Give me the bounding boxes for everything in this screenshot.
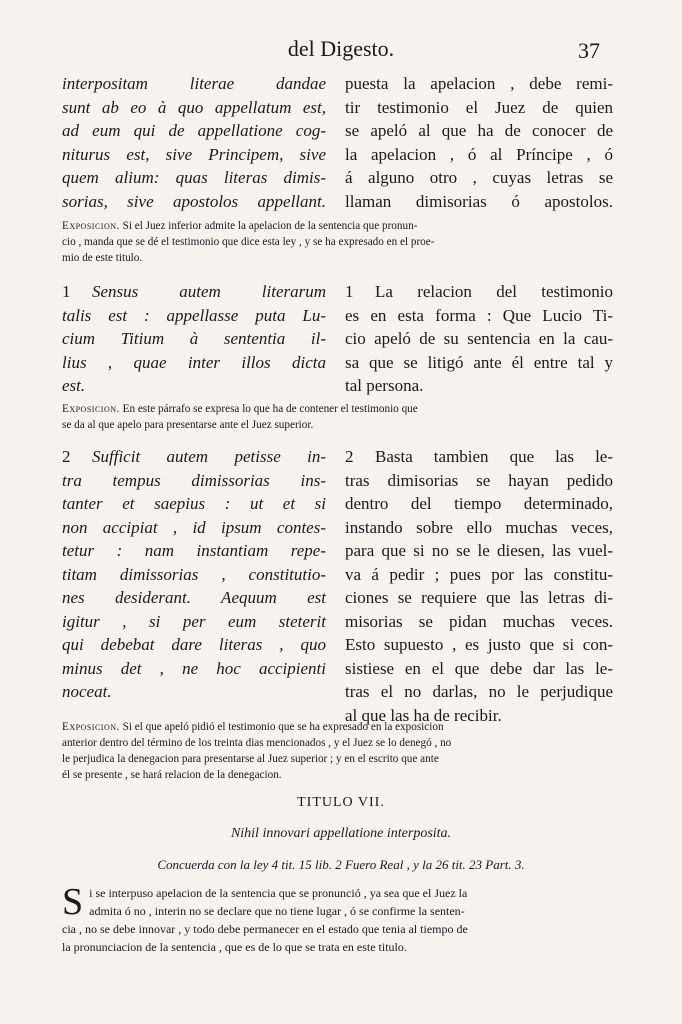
spanish-line: sa que se litigó ante él entre tal y [345, 352, 613, 372]
spanish-line: llaman dimisorias ó apostolos. [345, 191, 613, 211]
latin-line: niturus est, sive Principem, sive [62, 144, 326, 164]
section-heading: TITULO VII. [297, 795, 385, 810]
latin-line: titam dimissorias , constitutio- [62, 564, 326, 584]
exposicion-note-3 [62, 719, 613, 783]
latin-line: tra tempus dimissorias ins- [62, 470, 326, 490]
spanish-line: va á pedir ; pues por las constitu- [345, 564, 613, 584]
spanish-line: al que las ha de recibir. [345, 705, 502, 725]
spanish-line: 1 La relacion del testimonio [345, 280, 613, 304]
latin-line: interpositam literae dandae [62, 74, 326, 93]
latin-column [62, 280, 326, 398]
spanish-line: ciones se requiere que las letras di- [345, 588, 613, 607]
latin-line: noceat. [62, 682, 112, 701]
parallel-text-block-2 [62, 280, 613, 398]
paragraph-line: cia , no se debe innovar , y todo debe permanecer en el estado que tenia al tiempo de [62, 922, 468, 936]
paragraph-line: admita ó no , interin no se declare que no tiene lugar , ó se confirme la senten- [89, 904, 465, 918]
exposicion-text: mio de este titulo. [62, 252, 143, 264]
latin-line: tanter et saepius : ut et si [62, 494, 326, 513]
latin-line: qui debebat dare literas , quo [62, 635, 326, 654]
spanish-line: 2 Basta tambien que las le- [345, 445, 613, 469]
spanish-line: sistiese en el que debe dar las le- [345, 658, 613, 678]
spanish-line: tir testimonio el Juez de quien [345, 97, 613, 117]
spanish-line: la apelacion , ó al Príncipe , ó [345, 144, 613, 164]
spanish-line: es en esta forma : Que Lucio Ti- [345, 305, 613, 325]
paragraph-number: 2 [345, 447, 354, 466]
latin-line: nes desiderant. Aequum est [62, 588, 326, 607]
spanish-column [345, 280, 613, 398]
spanish-line: puesta la apelacion , debe remi- [345, 74, 613, 93]
spanish-line: Esto supuesto , es justo que si con- [345, 635, 613, 654]
spanish-line: á alguno otro , cuyas letras se [345, 168, 613, 187]
latin-column [62, 72, 326, 213]
exposicion-text: En este párrafo se expresa lo que ha de contener el testimonio que [119, 403, 418, 415]
parallel-text-block-1 [62, 72, 613, 213]
latin-line: quem alium: quas literas dimis- [62, 168, 326, 187]
paragraph-line: la pronunciacion de la sentencia , que es de lo que se trata en este titulo. [62, 940, 407, 954]
spanish-line: para que si no se le diesen, las vuel- [345, 541, 613, 560]
spanish-line: instando sobre ello muchas veces, [345, 517, 613, 537]
section-subtitle: Nihil innovari appellatione interposita. [230, 826, 452, 841]
exposicion-label: Exposicion. [62, 721, 120, 733]
paragraph-number: 1 [62, 282, 71, 301]
drop-cap: S [62, 881, 84, 923]
exposicion-text: le perjudica la denegacion para presentarse al Juez superior ; y en el escrito que ante [62, 753, 439, 765]
exposicion-text: Si el Juez inferior admite la apelacion de la sentencia que pronun- [119, 220, 418, 232]
spanish-line: se apeló al que ha de conocer de [345, 121, 613, 140]
exposicion-text: Si el que apeló pidió el testimonio que se ha expresado en la exposicion [119, 721, 444, 733]
final-paragraph [62, 881, 613, 956]
exposicion-text: anterior dentro del término de los treinta dias mencionados , y el Juez se lo denegó , no [62, 737, 452, 749]
page-number: 37 [578, 38, 600, 63]
latin-line: est. [62, 376, 86, 395]
spanish-line: dentro del tiempo determinado, [345, 494, 613, 513]
latin-line: talis est : appellasse puta Lu- [62, 305, 326, 325]
latin-line: 2 Sufficit autem petisse in- [62, 445, 326, 469]
spanish-line: cio apeló de su sentencia en la cau- [345, 329, 613, 348]
exposicion-text: cio , manda que se dé el testimonio que dice esta ley , y se ha expresado en el proe- [62, 236, 435, 248]
paragraph-number: 2 [62, 447, 71, 466]
latin-column [62, 445, 326, 727]
exposicion-label: Exposicion. [62, 220, 120, 232]
spanish-column [345, 445, 613, 727]
parallel-text-block-3 [62, 445, 613, 727]
spanish-line: misorias se pidan muchas veces. [345, 611, 613, 631]
paragraph-line: i se interpuso apelacion de la sentencia que se pronunció , ya sea que el Juez la [89, 886, 468, 900]
latin-line: non accipiat , id ipsum contes- [62, 517, 326, 537]
latin-line: cium Titium à sententia il- [62, 329, 326, 348]
running-header-title: del Digesto. [287, 36, 395, 61]
exposicion-note-2 [62, 401, 613, 433]
exposicion-label: Exposicion. [62, 403, 120, 415]
spanish-line: tras dimisorias se hayan pedido [345, 470, 613, 490]
concordance-note: Concuerda con la ley 4 tit. 15 lib. 2 Fuero Real , y la 26 tit. 23 Part. 3. [157, 857, 525, 872]
latin-line: 1 Sensus autem literarum [62, 280, 326, 304]
latin-line: minus det , ne hoc accipienti [62, 658, 326, 678]
paragraph-number: 1 [345, 282, 354, 301]
latin-line: sorias, sive apostolos appellant. [62, 191, 326, 211]
latin-line: lius , quae inter illos dicta [62, 352, 326, 372]
spanish-line: tal persona. [345, 376, 424, 395]
latin-line: igitur , si per eum steterit [62, 611, 326, 631]
spanish-line: tras el no darlas, no le perjudique [345, 682, 613, 701]
exposicion-note-1 [62, 218, 613, 266]
spanish-column [345, 72, 613, 213]
exposicion-text: él se presente , se hará relacion de la denegacion. [62, 769, 282, 781]
latin-line: tetur : nam instantiam repe- [62, 541, 326, 560]
latin-line: sunt ab eo à quo appellatum est, [62, 97, 326, 117]
exposicion-text: se da al que apelo para presentarse ante el Juez superior. [62, 419, 314, 431]
latin-line: ad eum qui de appellatione cog- [62, 121, 326, 140]
